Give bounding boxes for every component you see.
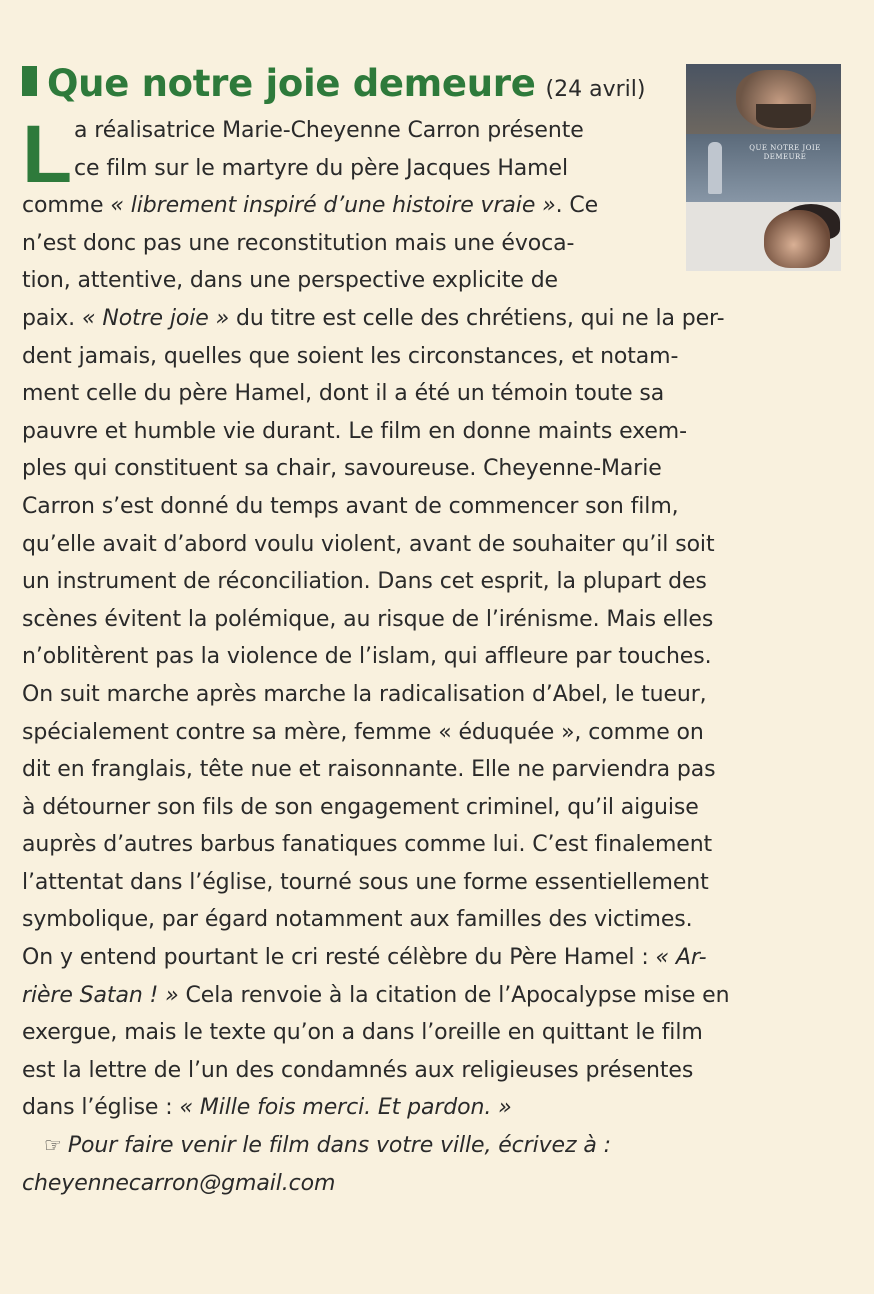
italic-quote: « Notre joie » [81, 305, 230, 331]
article-header [22, 62, 645, 105]
text-segment: scènes évitent la polémique, au risque de l’irénisme. Mais elles [22, 606, 714, 632]
text-segment: a réalisatrice Marie-Cheyenne Carron présente [74, 118, 584, 143]
text-segment: n’est donc pas une reconstitution mais une évoca- [22, 230, 575, 256]
text-line [22, 187, 844, 225]
text-line [22, 1052, 844, 1090]
text-segment: qu’elle avait d’abord voulu violent, avant de souhaiter qu’il soit [22, 531, 715, 557]
text-line [22, 676, 844, 714]
text-segment: dent jamais, quelles que soient les circonstances, et notam- [22, 343, 679, 369]
text-segment: On suit marche après marche la radicalisation d’Abel, le tueur, [22, 681, 707, 707]
text-segment: . Ce [555, 193, 599, 219]
text-segment: Carron s’est donné du temps avant de commencer son film, [22, 493, 679, 519]
text-segment: tion, attentive, dans une perspective explicite de [22, 268, 558, 294]
drop-cap: L [22, 109, 72, 200]
italic-quote: « Mille fois merci. Et pardon. » [179, 1095, 512, 1121]
text-segment: n’oblitèrent pas la violence de l’islam, qui affleure par touches. [22, 644, 712, 670]
text-line [22, 563, 844, 601]
text-line [22, 375, 844, 413]
text-line [22, 977, 844, 1015]
text-line [22, 638, 844, 676]
text-line [22, 714, 844, 752]
text-segment: à détourner son fils de son engagement criminel, qu’il aiguise [22, 794, 699, 820]
italic-quote: « librement inspiré d’une histoire vraie » [110, 193, 556, 219]
text-line [22, 262, 844, 300]
text-segment: On y entend pourtant le cri resté célèbre du Père Hamel : [22, 945, 656, 971]
text-line [22, 939, 844, 977]
italic-quote: « Ar- [655, 945, 707, 971]
text-segment: symbolique, par égard notamment aux familles des victimes. [22, 907, 693, 933]
text-line [22, 225, 844, 263]
text-segment: ce film sur le martyre du père Jacques Hamel [74, 155, 568, 181]
text-line [22, 601, 844, 639]
text-line [22, 450, 844, 488]
text-segment: l’attentat dans l’église, tourné sous une forme essentiellement [22, 869, 709, 895]
text-line [22, 751, 844, 789]
text-line [22, 901, 844, 939]
text-segment: dans l’église : [22, 1095, 180, 1121]
text-segment: comme [22, 193, 111, 219]
text-line [22, 789, 844, 827]
text-segment: Cela renvoie à la citation de l’Apocalypse mise en [178, 982, 730, 1008]
text-segment: paix. [22, 305, 82, 331]
text-line [22, 413, 844, 451]
text-line [22, 300, 844, 338]
text-line [22, 526, 844, 564]
text-line [22, 488, 844, 526]
text-line [22, 338, 844, 376]
italic-quote: rière Satan ! » [22, 982, 179, 1008]
text-line [22, 826, 844, 864]
article-body [22, 109, 844, 1202]
text-line [22, 150, 844, 188]
text-segment: est la lettre de l’un des condamnés aux religieuses présentes [22, 1057, 694, 1083]
contact-note [22, 1127, 844, 1165]
article-title: Que notre joie demeure [47, 62, 536, 105]
text-line [22, 1089, 844, 1127]
article-date: (24 avril) [545, 77, 646, 102]
text-segment: ples qui constituent sa chair, savoureuse. Cheyenne-Marie [22, 456, 662, 482]
poster-title: QUE NOTRE JOIE DEMEURE [749, 144, 821, 161]
text-segment: dit en franglais, tête nue et raisonnante. Elle ne parviendra pas [22, 757, 716, 783]
text-line [22, 1014, 844, 1052]
text-segment: pauvre et humble vie durant. Le film en donne maints exem- [22, 418, 687, 444]
text-segment: du titre est celle des chrétiens, qui ne la per- [229, 305, 725, 331]
contact-note-text: Pour faire venir le film dans votre ville, écrivez à : [67, 1133, 611, 1159]
text-segment: auprès d’autres barbus fanatiques comme lui. C’est finalement [22, 832, 713, 858]
text-segment: un instrument de réconciliation. Dans cet esprit, la plupart des [22, 569, 707, 595]
text-segment: ment celle du père Hamel, dont il a été un témoin toute sa [22, 381, 665, 407]
contact-email-link[interactable]: cheyennecarron@gmail.com [22, 1170, 336, 1196]
text-line [22, 112, 844, 150]
text-segment: spécialement contre sa mère, femme « éduquée », comme on [22, 719, 704, 745]
pointing-hand-icon: ☞ [44, 1133, 62, 1158]
text-segment: exergue, mais le texte qu’on a dans l’oreille en quittant le film [22, 1020, 703, 1046]
title-marker [22, 66, 37, 96]
text-line [22, 864, 844, 902]
